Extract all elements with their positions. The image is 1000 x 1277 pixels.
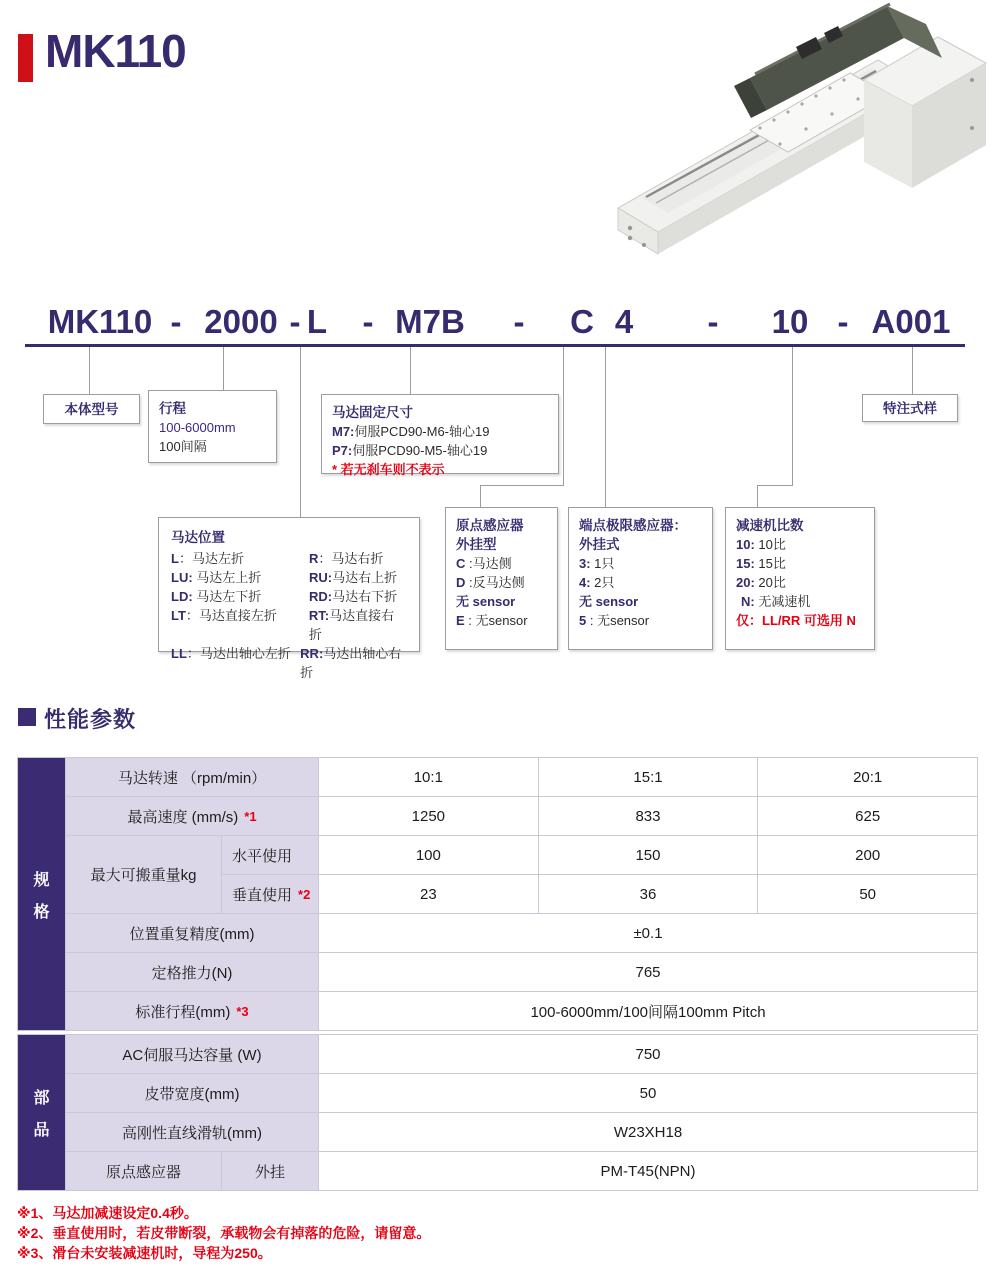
cell-value: 150 [539, 836, 758, 874]
cell-value: W23XH18 [319, 1113, 977, 1151]
option-line: 20: 20比 [736, 575, 786, 590]
connector-line [89, 347, 90, 394]
row-label: 标准行程(mm) *3 [66, 992, 318, 1030]
footnote-marker: *1 [244, 808, 257, 824]
option-line: M7:伺服PCD90-M6-轴心19 [332, 424, 490, 439]
code-seg-limit-sensor: 4 [614, 303, 634, 340]
callout-title: 马达固定尺寸 [332, 405, 413, 420]
callout-motor-mount [321, 394, 559, 477]
callout-title: 端点极限感应器： [579, 518, 687, 533]
callout-title: 原点感应器 [456, 518, 524, 533]
option-line: 5 : 无sensor [579, 613, 650, 628]
option-line: LL：马达出轴心左折 RR:马达出轴心右折 [171, 646, 402, 680]
brake-note: * 若无刹车则不表示 [332, 462, 445, 477]
option-line: 无 sensor [456, 594, 516, 609]
code-dash: - [837, 303, 849, 340]
footnote-1: ※1、马达加减速设定0.4秒。 [17, 1205, 198, 1221]
option-line: 4: 2只 [579, 575, 615, 590]
code-seg-origin-sensor: C [570, 303, 594, 340]
option-line: E : 无sensor [456, 613, 528, 628]
code-seg-stroke: 2000 [204, 303, 278, 340]
option-line: L：马达左折 R：马达右折 [171, 551, 384, 566]
footnote-marker: *3 [236, 1003, 249, 1019]
cell-value: 50 [319, 1074, 977, 1112]
code-seg-motor-mount: M7B [395, 303, 465, 340]
cell-value: 765 [319, 953, 977, 991]
row-label: 高刚性直线滑轨(mm) [66, 1113, 318, 1151]
cell-value: 10:1 [319, 758, 538, 796]
connector-line [480, 485, 481, 507]
cell-value: 833 [539, 797, 758, 835]
row-label: 定格推力(N) [66, 953, 318, 991]
connector-line [605, 347, 606, 507]
row-sublabel: 外挂 [222, 1152, 318, 1190]
code-dash: - [289, 303, 301, 340]
option-line: N: 无减速机 [741, 594, 811, 609]
option-line: P7:伺服PCD90-M5-轴心19 [332, 443, 488, 458]
row-sublabel: 水平使用 [222, 836, 318, 874]
row-label: 最高速度 (mm/s) *1 [66, 797, 318, 835]
section-title: 性能参数 [44, 707, 137, 732]
callout-limit-sensor [568, 507, 713, 650]
row-group-spec: 规 格 [18, 758, 65, 1030]
callout-title: 减速机比数 [736, 518, 804, 533]
cell-value: 20:1 [758, 758, 977, 796]
connector-line [480, 485, 564, 486]
option-line: 10: 10比 [736, 537, 786, 552]
row-sublabel: 垂直使用 *2 [222, 875, 318, 913]
parts-table [17, 1034, 978, 1191]
cell-value: 50 [758, 875, 977, 913]
code-seg-motor-position: L [306, 303, 328, 340]
cell-value: 625 [758, 797, 977, 835]
product-photo-linear-actuator [600, 0, 1000, 265]
code-seg-reducer: 10 [771, 303, 809, 340]
row-group-parts: 部 品 [18, 1035, 65, 1190]
option-line: LD: 马达左下折 RD:马达右下折 [171, 589, 398, 604]
connector-line [757, 485, 793, 486]
option-line: C :马达侧 [456, 556, 512, 571]
cell-value: 100-6000mm/100间隔100mm Pitch [319, 992, 977, 1030]
row-label: 原点感应器 [66, 1152, 221, 1190]
connector-line [300, 347, 301, 517]
callout-origin-sensor [445, 507, 558, 650]
section-bullet-icon [18, 708, 36, 726]
connector-line [912, 347, 913, 394]
callout-subtitle: 外挂型 [456, 537, 497, 552]
connector-line [757, 485, 758, 507]
cell-value: 1250 [319, 797, 538, 835]
row-label-group: 最大可搬重量kg [66, 836, 221, 913]
cell-value: 750 [319, 1035, 977, 1073]
cell-value: 36 [539, 875, 758, 913]
code-dash: - [513, 303, 525, 340]
row-label: AC伺服马达容量 (W) [66, 1035, 318, 1073]
row-label: 位置重复精度(mm) [66, 914, 318, 952]
cell-value: ±0.1 [319, 914, 977, 952]
code-seg-special: A001 [871, 303, 951, 340]
option-line: 15: 15比 [736, 556, 786, 571]
connector-line [410, 347, 411, 394]
footnote-2: ※2、垂直使用时，若皮带断裂，承载物会有掉落的危险，请留意。 [17, 1225, 431, 1241]
footnotes [17, 1203, 430, 1263]
stroke-pitch: 100间隔 [159, 439, 207, 454]
page-title: MK110 [45, 25, 186, 77]
footnote-marker: *2 [298, 886, 311, 902]
callout-stroke [148, 390, 277, 463]
option-line: 3: 1只 [579, 556, 615, 571]
option-line: 无 sensor [579, 594, 639, 609]
code-seg-model: MK110 [47, 303, 153, 340]
cell-value: 200 [758, 836, 977, 874]
callout-special-spec [862, 394, 958, 422]
title-accent-bar [18, 34, 33, 82]
callout-title: 马达位置 [171, 530, 225, 545]
model-code-underline [25, 344, 965, 347]
connector-line [223, 347, 224, 390]
callout-title: 行程 [159, 401, 186, 416]
callout-title: 本体型号 [64, 401, 119, 417]
code-dash: - [707, 303, 719, 340]
callout-motor-position [158, 517, 420, 680]
option-line: LT：马达直接左折 RT:马达直接右折 [171, 608, 395, 642]
row-label: 马达转速 （rpm/min） [66, 758, 318, 796]
option-line: D :反马达侧 [456, 575, 525, 590]
code-dash: - [170, 303, 182, 340]
connector-line [563, 347, 564, 485]
spec-table [17, 757, 978, 1031]
cell-value: PM-T45(NPN) [319, 1152, 977, 1190]
cell-value: 15:1 [539, 758, 758, 796]
cell-value: 23 [319, 875, 538, 913]
footnote-3: ※3、滑台未安装减速机时，导程为250。 [17, 1245, 272, 1261]
reducer-note: 仅：LL/RR 可选用 N [736, 613, 856, 628]
option-line: LU: 马达左上折 RU:马达右上折 [171, 570, 398, 585]
callout-title: 特注式样 [883, 400, 937, 416]
cell-value: 100 [319, 836, 538, 874]
stroke-range: 100-6000mm [159, 420, 236, 435]
callout-body-model [43, 394, 140, 424]
callout-subtitle: 外挂式 [579, 537, 620, 552]
code-dash: - [362, 303, 374, 340]
callout-reducer-ratio [725, 507, 875, 650]
row-label: 皮带宽度(mm) [66, 1074, 318, 1112]
connector-line [792, 347, 793, 485]
